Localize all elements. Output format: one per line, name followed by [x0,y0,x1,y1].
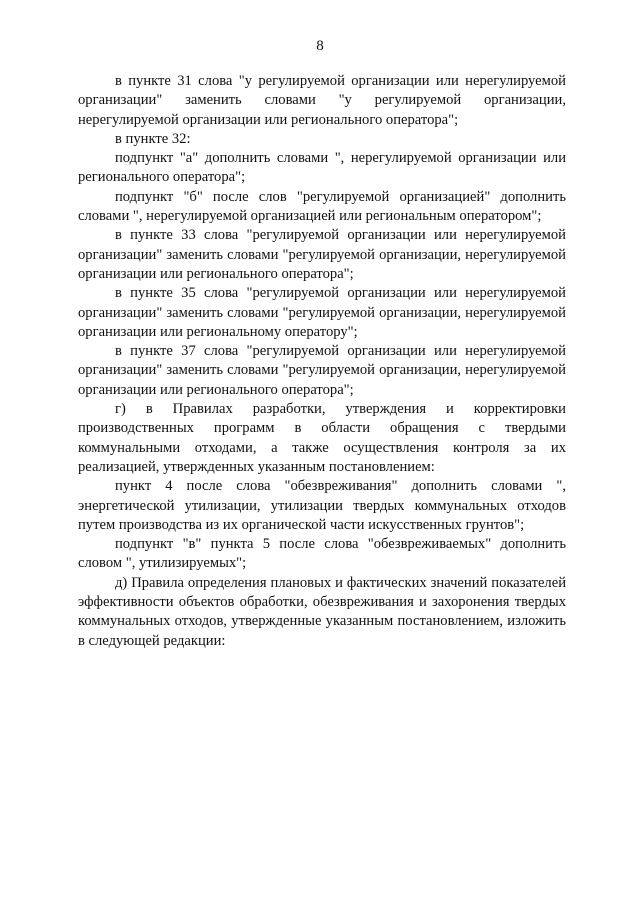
paragraph: в пункте 31 слова "у регулируемой организации или нерегулируемой организации" заменить словами "у регулируемой организации, нерегулируемой организации или регионального оператора"; [78,73,566,128]
paragraph: в пункте 32: [115,130,191,147]
paragraph: пункт 4 после слова "обезвреживания" дополнить словами ", энергетической утилизации, утилизации твердых коммунальных отходов путем производства из их органической части искусственных грунтов"; [78,478,566,533]
paragraph: подпункт "б" после слов "регулируемой организацией" дополнить словами ", нерегулируемой организацией или региональным оператором"; [78,188,566,225]
paragraph: подпункт "а" дополнить словами ", нерегулируемой организации или регионального оператора"; [78,150,566,186]
paragraph: в пункте 33 слова "регулируемой организации или нерегулируемой организации" заменить словами "регулируемой организации, нерегулируемой организации или регионального оператора"; [78,227,566,282]
paragraph: подпункт "в" пункта 5 после слова "обезвреживаемых" дополнить словом ", утилизируемых"; [78,536,566,572]
paragraph: в пункте 37 слова "регулируемой организации или нерегулируемой организации" заменить словами "регулируемой организации, нерегулируемой организации или регионального оператора"; [78,343,566,398]
document-body [78,72,566,651]
page-number: 8 [316,38,324,54]
paragraph: г) в Правилах разработки, утверждения и корректировки производственных программ в области обращения с твердыми коммунальными отходами, а также осуществления контроля за их реализацией, утвержденных указанным постановлением: [78,401,566,475]
paragraph: д) Правила определения плановых и фактических значений показателей эффективности объектов обработки, обезвреживания и захоронения твердых коммунальных отходов, утвержденные указанным постановлением, изложить в следующей редакции: [78,574,566,649]
paragraph: в пункте 35 слова "регулируемой организации или нерегулируемой организации" заменить словами "регулируемой организации, нерегулируемой организации или региональному оператору"; [78,285,566,340]
